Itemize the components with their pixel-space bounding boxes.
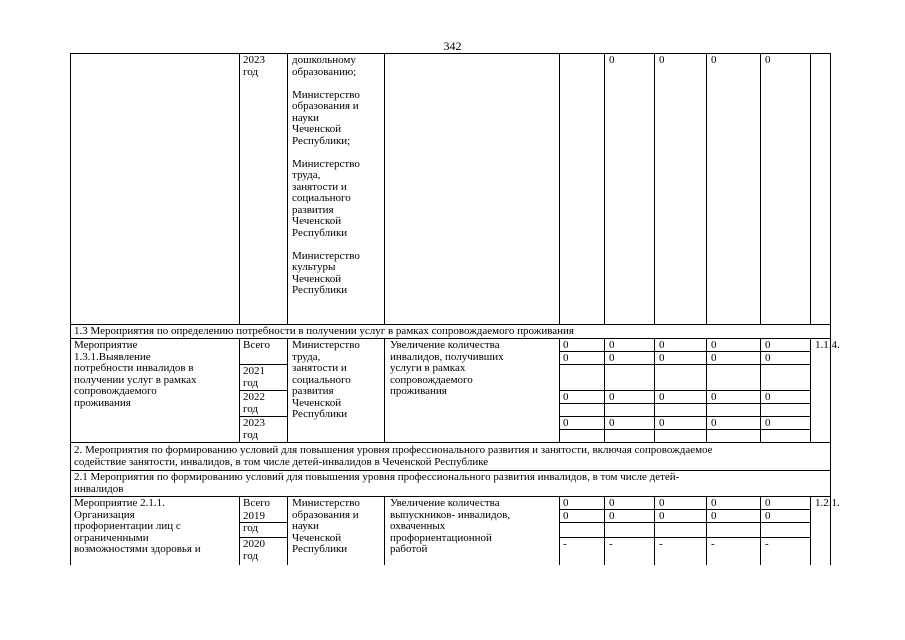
value-cell: 0 [711, 339, 717, 351]
rule [559, 416, 811, 417]
rule [384, 496, 385, 565]
rule [384, 53, 385, 324]
value-cell: 0 [765, 352, 771, 364]
period-cell: 2021 год [243, 365, 265, 389]
rule [239, 496, 240, 565]
value-cell: 0 [563, 391, 569, 403]
rule [810, 53, 811, 324]
measure-name: Мероприятие 2.1.1. Организация профориентации лиц с ограниченными возможностями здоровья и [74, 497, 201, 555]
rule [287, 53, 288, 324]
value-cell: 0 [609, 417, 615, 429]
indicator-cell: Увеличение количества выпускников- инвалидов, охваченных профориентационной работой [390, 497, 511, 555]
value-cell: 0 [711, 497, 717, 509]
executor-cell: Министерство труда, занятости и социального развития Чеченской Республики [292, 339, 360, 420]
value-cell: 0 [765, 339, 771, 351]
value-cell: - [563, 538, 567, 550]
rule [654, 338, 655, 442]
value-cell: - [609, 538, 613, 550]
value-cell: 0 [711, 352, 717, 364]
rule [70, 53, 71, 565]
rule [654, 53, 655, 324]
value-cell: 0 [609, 510, 615, 522]
value-cell: - [659, 538, 663, 550]
rule [239, 53, 240, 324]
executor-cell: Министерство образования и науки Чеченской Республики [292, 497, 360, 555]
value-cell: 0 [659, 352, 665, 364]
value-cell: 0 [609, 391, 615, 403]
value-cell: 0 [609, 497, 615, 509]
rule [559, 496, 560, 565]
value-cell: 0 [765, 497, 771, 509]
value-cell: 0 [659, 391, 665, 403]
rule [70, 442, 831, 443]
rule [559, 338, 560, 442]
rule [559, 537, 811, 538]
indicator-cell: Увеличение количества инвалидов, получивших услуги в рамках сопровождаемого проживания [390, 339, 504, 397]
rule [287, 496, 288, 565]
rule [760, 338, 761, 442]
measure-name: Мероприятие 1.3.1.Выявление потребности инвалидов в получении услуг в рамках сопровождаемого проживания [74, 339, 197, 409]
value-cell: 0 [659, 497, 665, 509]
rule [604, 53, 605, 324]
reference-cell: 1.2.1. [815, 497, 840, 509]
value-cell: - [765, 538, 769, 550]
executor-cell: дошкольному образованию; Министерство образования и науки Чеченской Республики; Министерство труда, занятости и социального развития Чеченской Республики Министерство культуры Чеченской Республики [292, 54, 360, 296]
page-number: 342 [443, 39, 462, 53]
rule [287, 338, 288, 442]
period-cell: 2020 год [243, 538, 265, 562]
rule [559, 403, 811, 404]
value-cell: 0 [765, 417, 771, 429]
rule [559, 390, 811, 391]
value-cell: 0 [563, 510, 569, 522]
rule [810, 496, 811, 565]
value-cell: 0 [659, 510, 665, 522]
reference-cell: 1.1.4. [815, 339, 840, 351]
value-cell: 0 [765, 510, 771, 522]
subsection-heading: 2.1 Мероприятия по формированию условий для повышения уровня профессионального развития инвалидов, в том числе детей- инвалидов [74, 471, 680, 495]
rule [810, 338, 811, 442]
rule [830, 53, 831, 565]
value-cell: 0 [711, 54, 717, 66]
value-cell: 0 [563, 497, 569, 509]
rule [559, 429, 811, 430]
value-cell: 0 [659, 339, 665, 351]
value-cell: 0 [711, 510, 717, 522]
value-cell: 0 [609, 352, 615, 364]
value-cell: 0 [711, 417, 717, 429]
rule [384, 338, 385, 442]
rule [559, 364, 811, 365]
value-cell: 0 [609, 339, 615, 351]
value-cell: 0 [765, 54, 771, 66]
rule [559, 351, 811, 352]
rule [760, 496, 761, 565]
rule [559, 522, 811, 523]
period-cell: 2019 год [243, 510, 265, 534]
rule [604, 338, 605, 442]
rule [654, 496, 655, 565]
value-cell: 0 [563, 339, 569, 351]
rule [760, 53, 761, 324]
value-cell: 0 [659, 417, 665, 429]
value-cell: 0 [609, 54, 615, 66]
period-cell: Всего [243, 497, 270, 509]
rule [706, 338, 707, 442]
value-cell: 0 [659, 54, 665, 66]
rule [559, 53, 560, 324]
value-cell: 0 [765, 391, 771, 403]
rule [604, 496, 605, 565]
value-cell: 0 [563, 352, 569, 364]
period-cell: 2022 год [243, 391, 265, 415]
period-cell: Всего [243, 339, 270, 351]
value-cell: 0 [711, 391, 717, 403]
rule [559, 509, 811, 510]
section-heading: 1.3 Мероприятия по определению потребности в получении услуг в рамках сопровождаемого проживания [74, 325, 574, 337]
value-cell: 0 [563, 417, 569, 429]
section-heading: 2. Мероприятия по формированию условий для повышения уровня профессионального развития и занятости, включая сопровождаемое содействие занятости, инвалидов, в том числе детей-инвалидов в Чеченской Республике [74, 444, 713, 468]
period-cell: 2023 год [243, 417, 265, 441]
rule [706, 53, 707, 324]
value-cell: - [711, 538, 715, 550]
period-cell: 2023 год [243, 54, 265, 78]
rule [239, 338, 240, 442]
rule [706, 496, 707, 565]
